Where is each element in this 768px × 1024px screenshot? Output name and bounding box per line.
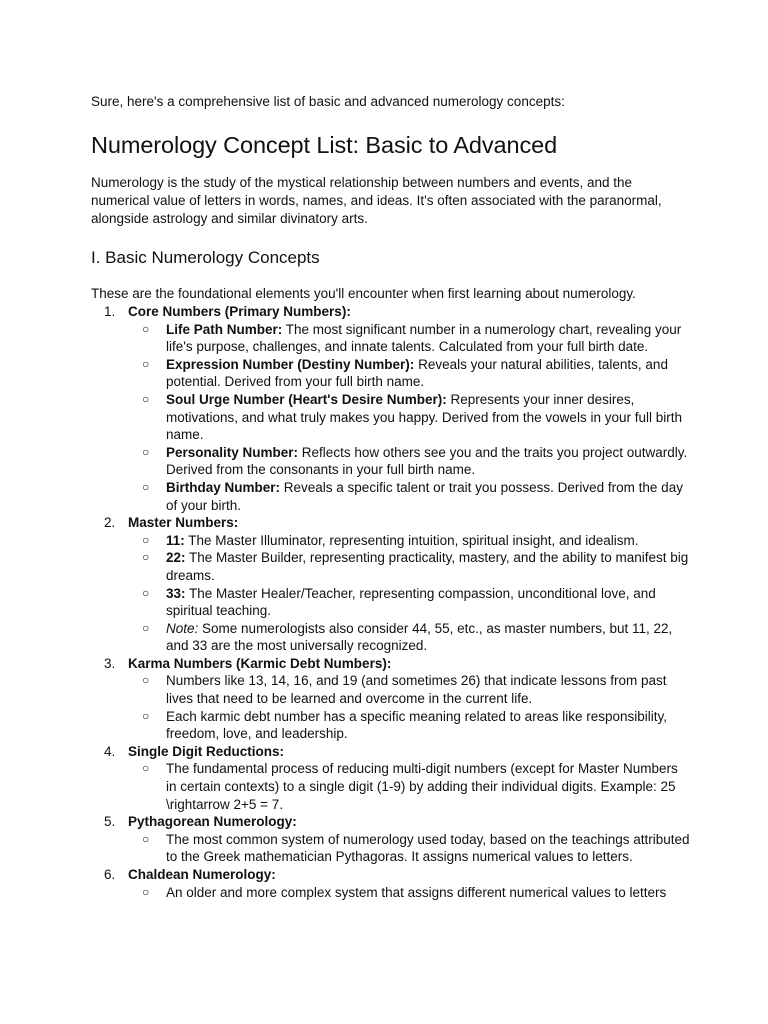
bullet-icon: ○ (142, 356, 150, 371)
sub-list-item (128, 356, 691, 391)
term-text: Represents your inner desires, motivations, and what truly makes you happy. Derived from the vowels in your full birth name. (166, 391, 682, 443)
sub-list-item (128, 549, 691, 584)
bullet-icon: ○ (142, 585, 150, 600)
bullet-icon: ○ (142, 673, 150, 688)
term-label: Life Path Number: (166, 321, 283, 337)
list-number: 1. (104, 304, 116, 319)
list-item-karma-numbers (91, 655, 691, 743)
term-label: Personality Number: (166, 444, 299, 460)
list-item-chaldean (91, 866, 691, 901)
list-item-heading: Core Numbers (Primary Numbers): (128, 304, 351, 319)
list-number: 4. (104, 743, 116, 759)
intro-line: Sure, here's a comprehensive list of basic and advanced numerology concepts: (91, 94, 565, 109)
description-paragraph: Numerology is the study of the mystical relationship between numbers and events, and the numerical value of letters in words, names, and ideas. It's often associated with the paranormal, alongside astrology and similar divinatory arts. (91, 175, 662, 226)
bullet-icon: ○ (142, 479, 150, 494)
item-text: The fundamental process of reducing multi-digit numbers (except for Master Numbers in certain contexts) to a single digit (1-9) by adding their individual digits. Example: 25 \rightarrow 2+5 = 7. (166, 761, 678, 812)
term-label: 22: (166, 550, 186, 566)
list-item-heading: Single Digit Reductions: (128, 743, 285, 759)
concept-list (91, 303, 691, 901)
list-item-heading: Karma Numbers (Karmic Debt Numbers): (128, 655, 392, 671)
term-label: 33: (166, 585, 186, 601)
sub-list (128, 672, 691, 742)
note-label: Note: (166, 620, 199, 636)
sub-list-item (128, 391, 691, 444)
sub-list-item (128, 479, 691, 514)
list-item-heading: Chaldean Numerology: (128, 867, 276, 882)
sub-list-item (128, 708, 691, 743)
term-text: The Master Builder, representing practicality, mastery, and the ability to manifest big dreams. (166, 550, 689, 583)
term-text: Reflects how others see you and the traits you project outwardly. Derived from the consonants in your full birth name. (166, 444, 688, 478)
sub-list (128, 884, 691, 902)
term-text: Some numerologists also consider 44, 55, etc., as master numbers, but 11, 22, and 33 are the most universally recognized. (166, 620, 673, 654)
bullet-icon: ○ (142, 708, 150, 723)
term-text: The most significant number in a numerology chart, revealing your life's purpose, challenges, and innate talents. Calculated from your full birth date. (166, 321, 682, 355)
sub-list (128, 831, 691, 866)
bullet-icon: ○ (142, 532, 150, 547)
document-page (91, 93, 691, 901)
term-text: Reveals your natural abilities, talents, and potential. Derived from your full birth name. (166, 356, 668, 390)
list-number: 5. (104, 814, 116, 830)
sub-list (128, 321, 691, 515)
sub-list-item (128, 620, 691, 655)
list-number: 2. (104, 515, 116, 531)
item-text: The most common system of numerology used today, based on the teachings attributed to the Greek mathematician Pythagoras. It assigns numerical values to letters. (166, 831, 690, 865)
bullet-icon: ○ (142, 620, 150, 635)
list-item-core-numbers (91, 303, 691, 514)
bullet-icon: ○ (142, 831, 150, 846)
sub-list-item (128, 884, 691, 902)
list-number: 3. (104, 655, 116, 671)
term-text: The Master Healer/Teacher, representing compassion, unconditional love, and spiritual teaching. (166, 585, 656, 619)
sub-list-item (128, 672, 691, 707)
sub-list-item (128, 321, 691, 356)
term-text: The Master Illuminator, representing intuition, spiritual insight, and idealism. (184, 532, 639, 548)
item-text: Numbers like 13, 14, 16, and 19 (and sometimes 26) that indicate lessons from past lives that need to be learned and overcome in the current life. (166, 673, 667, 707)
bullet-icon: ○ (142, 550, 150, 565)
term-label: Expression Number (Destiny Number): (166, 356, 415, 372)
list-item-heading: Master Numbers: (128, 515, 239, 531)
item-text: An older and more complex system that assigns different numerical values to letters (166, 884, 667, 900)
bullet-icon: ○ (142, 321, 150, 336)
list-item-heading: Pythagorean Numerology: (128, 814, 297, 830)
sub-list-item (128, 444, 691, 479)
sub-list-item (128, 532, 691, 550)
sub-list-item (128, 760, 691, 813)
term-label: 11: (166, 532, 185, 548)
section-intro: These are the foundational elements you'll encounter when first learning about numerology. (91, 286, 636, 301)
page-title: Numerology Concept List: Basic to Advanced (91, 132, 558, 158)
term-text: Reveals a specific talent or trait you possess. Derived from the day of your birth. (166, 479, 683, 513)
bullet-icon: ○ (142, 761, 150, 776)
term-label: Birthday Number: (166, 479, 281, 495)
bullet-icon: ○ (142, 391, 150, 406)
bullet-icon: ○ (142, 884, 150, 899)
sub-list-item (128, 585, 691, 620)
section-heading-basic: I. Basic Numerology Concepts (91, 248, 320, 267)
item-text: Each karmic debt number has a specific meaning related to areas like responsibility, freedom, love, and leadership. (166, 708, 667, 742)
list-number: 6. (104, 867, 116, 882)
sub-list (128, 532, 691, 655)
term-label: Soul Urge Number (Heart's Desire Number): (166, 391, 447, 407)
list-item-single-digit-reductions (91, 743, 691, 813)
list-item-pythagorean (91, 813, 691, 866)
bullet-icon: ○ (142, 444, 150, 459)
sub-list-item (128, 831, 691, 866)
sub-list (128, 760, 691, 813)
list-item-master-numbers (91, 514, 691, 655)
